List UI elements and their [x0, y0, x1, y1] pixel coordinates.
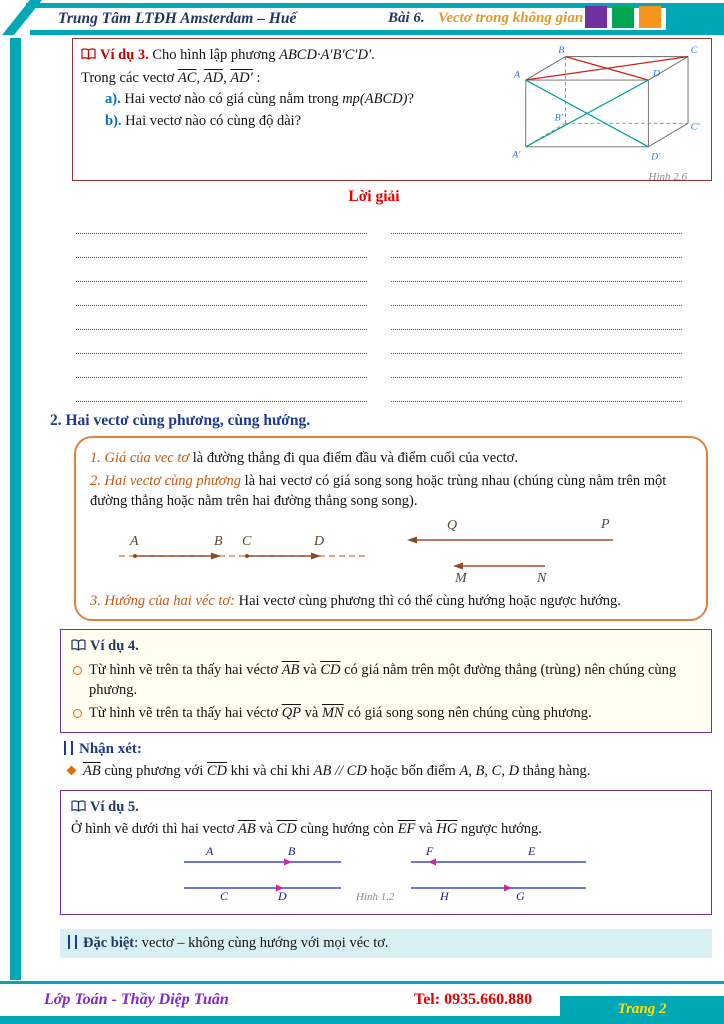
- book-icon: [71, 800, 86, 816]
- text-segment: ?: [407, 91, 414, 108]
- lesson-number: Bài 6.: [388, 10, 425, 26]
- dotted-line: [76, 330, 367, 354]
- footer-class-name: Lớp Toán - Thầy Diệp Tuân: [44, 991, 229, 1009]
- book-icon: [71, 639, 86, 655]
- remark-header: [64, 739, 712, 760]
- text-segment: AD′: [230, 69, 253, 86]
- example4-bullet-1-text: [89, 662, 676, 699]
- solution-title: Lời giải: [348, 188, 400, 205]
- double-bar-icon: [64, 741, 73, 755]
- dotted-line: [76, 354, 367, 378]
- axis-label-C: C: [242, 533, 252, 549]
- remark-title: Nhận xét:: [79, 740, 142, 757]
- dotted-line-row: [76, 378, 682, 402]
- dotted-line: [391, 258, 682, 282]
- text-segment: Đặc biệt: [83, 935, 135, 952]
- text-segment: $\overline{QP}$: [281, 705, 302, 722]
- text-segment: cùng phương với: [100, 762, 207, 779]
- text-segment: Cho hình lập phương: [148, 47, 280, 63]
- cube-label-A: A: [514, 69, 521, 81]
- dotted-line: [391, 282, 682, 306]
- dotted-line: [76, 210, 367, 234]
- special-note: [60, 929, 712, 958]
- example4-title: Ví dụ 4.: [90, 638, 139, 655]
- theory-item-3: [90, 591, 692, 612]
- fig12-label-D: D: [278, 888, 287, 902]
- fig12-label-C: C: [220, 888, 229, 902]
- dotted-line-row: [76, 282, 682, 306]
- dotted-line: [391, 306, 682, 330]
- text-segment: và: [299, 661, 321, 678]
- dotted-line-row: [76, 210, 682, 234]
- content-area: [36, 38, 712, 958]
- fig12-label-A: A: [206, 843, 214, 858]
- cube-label-A2: A′: [512, 149, 521, 161]
- text-segment: A, B, C, D: [459, 762, 520, 779]
- text-segment: có giá nằm trên một đường thẳng (trùng) nên chúng cùng phương.: [89, 661, 677, 699]
- text-segment: Từ hình vẽ trên ta thấy hai véctơ: [89, 661, 282, 678]
- dotted-line: [76, 234, 367, 258]
- footer-rule: [0, 981, 724, 984]
- dotted-line-row: [76, 234, 682, 258]
- example4-bullet-2-text: [89, 705, 592, 721]
- cube-label-D: D: [652, 68, 661, 80]
- text-segment: thẳng hàng.: [519, 762, 591, 779]
- cube-label-B: B: [558, 45, 565, 57]
- text-segment: $\overline{HG}$: [436, 821, 458, 838]
- dotted-line: [76, 282, 367, 306]
- fig12-label-G: G: [516, 888, 525, 902]
- text-segment: ,: [223, 69, 231, 86]
- cube-label-C: C: [690, 45, 698, 57]
- decor-square-purple: [585, 6, 607, 28]
- dotted-line: [391, 354, 682, 378]
- axis-label-P: P: [601, 516, 610, 532]
- center-name: Trung Tâm LTĐH Amsterdam – Huế: [58, 10, 297, 27]
- cube-label-D2: D′: [651, 151, 661, 163]
- text-segment: a).: [105, 91, 121, 108]
- decor-square-teal: [666, 4, 724, 30]
- lesson-title: Vectơ trong không gian: [438, 10, 584, 26]
- fig12-label-B: B: [288, 843, 296, 858]
- circle-bullet-icon: [73, 666, 82, 675]
- axis-label-N: N: [537, 570, 547, 586]
- text-segment: có giá song song nên chúng cùng phương.: [343, 705, 592, 722]
- text-segment: 1. Giá của vec tơ: [90, 450, 190, 466]
- example-3-box: [72, 38, 712, 181]
- text-segment: khi và chỉ khi: [227, 762, 314, 779]
- footer-phone: Tel: 0935.660.880: [414, 991, 533, 1009]
- text-segment: $\overline{AB}$: [83, 762, 101, 779]
- text-segment: AB // CD: [313, 762, 367, 779]
- cube-diagram: [511, 44, 701, 163]
- cube-label-B2: B′: [554, 112, 563, 124]
- fig12-label-F: F: [426, 843, 434, 858]
- dotted-line: [391, 234, 682, 258]
- dotted-line: [391, 330, 682, 354]
- cube-figure: [505, 44, 701, 185]
- text-segment: $\overline{CD}$: [320, 661, 341, 678]
- theory-item-2: [90, 471, 692, 512]
- text-segment: .: [371, 47, 375, 63]
- collinear-vectors-diagram: [111, 514, 671, 589]
- text-segment: ,: [196, 69, 204, 86]
- remark-block: [64, 739, 712, 782]
- remark-item: [64, 761, 712, 782]
- text-segment: $\overline{MN}$: [321, 705, 344, 722]
- axis-label-Q: Q: [447, 517, 458, 533]
- text-segment: Hai vectơ cùng phương thì có thể cùng hướng hoặc ngược hướng.: [235, 592, 621, 609]
- text-segment: Ở hình vẽ dưới thì hai vectơ: [71, 821, 238, 838]
- figure-caption: Hình 2.6: [648, 170, 687, 183]
- text-segment: $\overline{AD}$: [203, 69, 224, 86]
- cube-label-C2: C′: [690, 121, 700, 133]
- text-segment: là đường thẳng đi qua điểm đầu và điểm cuối của vectơ.: [189, 450, 518, 466]
- example4-header: [71, 636, 701, 658]
- axis-label-D: D: [314, 533, 325, 549]
- axis-label-M: M: [455, 570, 467, 586]
- text-segment: Hai vectơ nào có giá cùng nằm trong: [120, 91, 343, 108]
- book-icon: [81, 48, 96, 64]
- text-segment: $\overline{AC}$: [177, 69, 197, 86]
- text-segment: và: [301, 705, 322, 722]
- theory-box: [74, 436, 708, 621]
- example4-bullet-1: [71, 660, 701, 701]
- example4-bullet-2: [71, 703, 701, 724]
- decor-square-green: [612, 6, 634, 28]
- theory-item-1: [90, 448, 692, 469]
- dotted-line: [391, 378, 682, 402]
- page-number-box: [560, 996, 724, 1024]
- text-segment: và: [255, 821, 277, 838]
- same-opposite-direction-diagram: [176, 844, 596, 902]
- text-segment: và: [415, 821, 437, 838]
- text-segment: cùng hướng còn: [296, 821, 398, 838]
- text-segment: Ví dụ 3.: [100, 47, 149, 63]
- text-segment: $\overline{AB}$: [281, 661, 300, 678]
- decor-square-orange: [639, 6, 661, 28]
- circle-bullet-icon: [73, 709, 82, 718]
- dotted-line: [76, 306, 367, 330]
- example5-title: Ví dụ 5.: [90, 798, 139, 815]
- dotted-line: [391, 210, 682, 234]
- dotted-line-row: [76, 258, 682, 282]
- text-segment: Trong các vectơ: [81, 69, 178, 86]
- dotted-line: [76, 378, 367, 402]
- solution-dotted-lines: [76, 210, 682, 402]
- header-bottom-rule: [30, 30, 724, 35]
- text-segment: là hai vectơ có giá song song hoặc trùng nhau (chúng cùng nằm trên một đường thẳng hoặc nằm trên hai đường thẳng song song).: [90, 472, 667, 510]
- dotted-line-row: [76, 330, 682, 354]
- text-segment: Từ hình vẽ trên ta thấy hai véctơ: [89, 705, 282, 722]
- dotted-line: [76, 258, 367, 282]
- special-note-text: [83, 935, 389, 951]
- text-segment: b).: [105, 112, 122, 129]
- example3-statement: [100, 47, 375, 63]
- text-segment: 3. Hướng của hai véc tơ:: [90, 592, 235, 609]
- fig12-figure: [71, 844, 701, 909]
- example5-header: [71, 797, 701, 819]
- text-segment: :: [252, 69, 261, 86]
- axis-label-A: A: [130, 533, 139, 549]
- text-segment: $\overline{CD}$: [276, 821, 297, 838]
- text-segment: $\overline{CD}$: [206, 762, 228, 779]
- axis-label-B: B: [214, 533, 223, 549]
- fig12-label-H: H: [440, 888, 449, 902]
- page-number: Trang 2: [617, 1001, 667, 1018]
- fig12-caption: Hình 1.2: [356, 890, 395, 902]
- dotted-line-row: [76, 354, 682, 378]
- text-segment: ABCD·A′B′C′D′: [279, 47, 372, 63]
- example5-text: [71, 819, 701, 840]
- footer-bottom-bar: [0, 1016, 560, 1024]
- text-segment: hoặc bốn điểm: [366, 762, 460, 779]
- section-2-title: 2. Hai vectơ cùng phương, cùng hướng.: [50, 412, 311, 429]
- example-4-box: [60, 629, 712, 732]
- fig12-label-E: E: [528, 843, 536, 858]
- dotted-line-row: [76, 306, 682, 330]
- double-bar-icon: [68, 935, 77, 949]
- text-segment: mp(ABCD): [342, 91, 408, 108]
- remark-item-text: [83, 763, 590, 779]
- text-segment: ngược hướng.: [457, 821, 542, 838]
- example-5-box: [60, 790, 712, 916]
- text-segment: Hai vectơ nào có cùng độ dài?: [121, 112, 302, 129]
- text-segment: : vectơ – không cùng hướng với mọi véc tơ.: [134, 935, 389, 952]
- text-segment: $\overline{AB}$: [237, 821, 256, 838]
- left-margin-stripe: [10, 38, 21, 980]
- diamond-bullet-icon: [67, 765, 77, 775]
- text-segment: 2. Hai vectơ cùng phương: [90, 472, 242, 489]
- text-segment: $\overline{EF}$: [397, 821, 416, 838]
